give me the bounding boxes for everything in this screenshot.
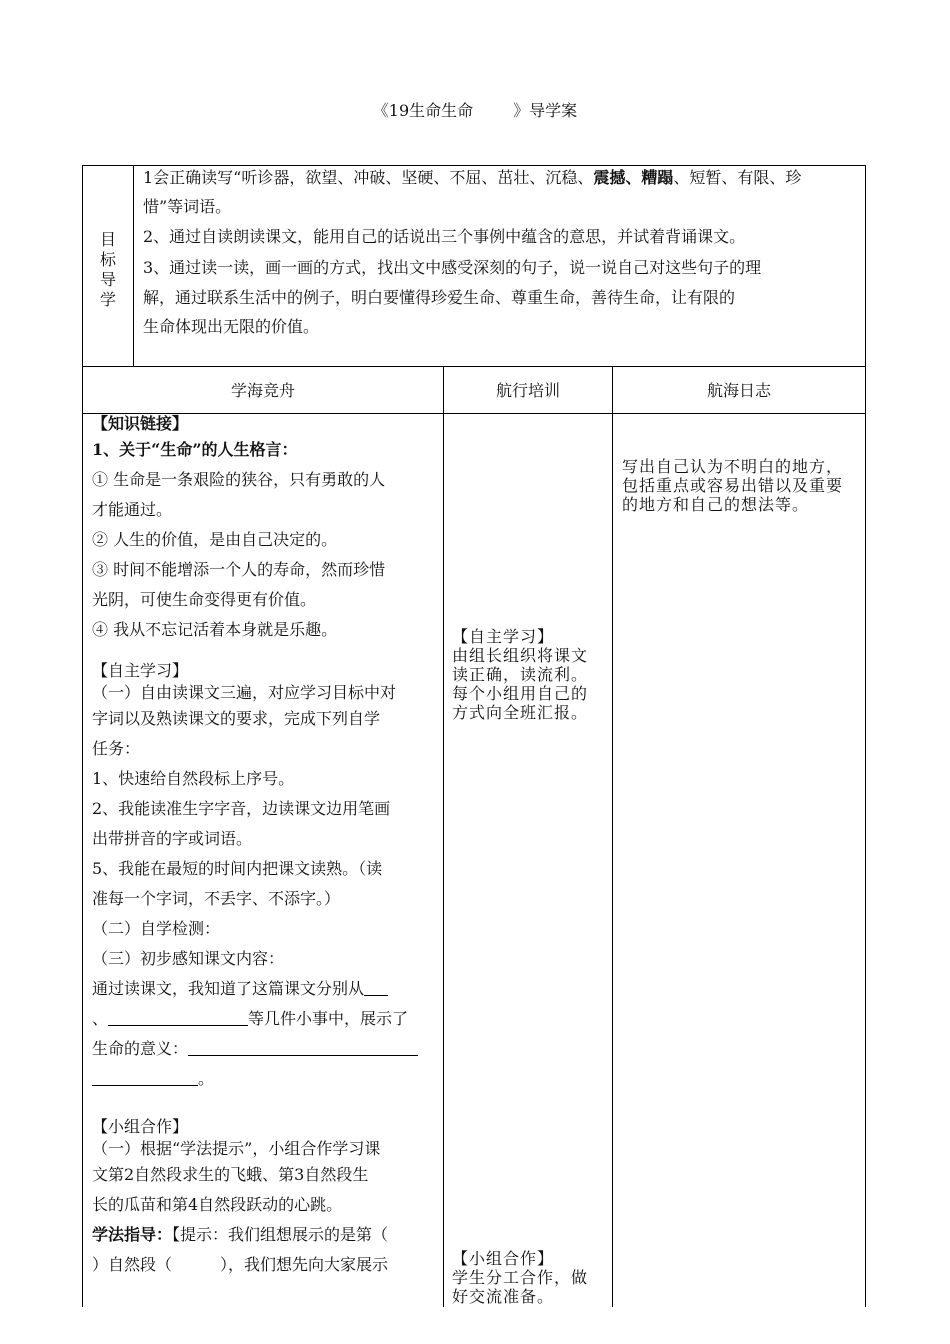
- motto-4: ④ 我从不忘记活着本身就是乐趣。: [92, 620, 338, 639]
- goal-item-1-cont: 惜”等词语。: [143, 197, 232, 216]
- table-right-border: [865, 165, 866, 1307]
- goal-item-3: 3、通过读一读，画一画的方式，找出文中感受深刻的句子，说一说自己对这些句子的理: [143, 258, 762, 277]
- self-study-heading: 【自主学习】: [92, 661, 189, 680]
- goal-item-3-cont: 生命体现出无限的价值。: [143, 317, 320, 336]
- group-section: [92, 1116, 438, 1280]
- preview-content: （三）初步感知课文内容：: [92, 949, 285, 968]
- goal-item-3-cont: 解，通过联系生活中的例子，明白要懂得珍爱生命、尊重生命，善待生命，让有限的: [143, 288, 736, 307]
- blank[interactable]: [92, 1067, 198, 1086]
- task-5: 5、我能在最短的时间内把课文读熟。（读: [92, 859, 383, 878]
- goal-divider: [133, 165, 134, 366]
- motto-2: ② 人生的价值，是由自己决定的。: [92, 530, 338, 549]
- knowledge-heading: 【知识链接】: [92, 414, 189, 433]
- blank[interactable]: [108, 1007, 248, 1026]
- col-xuehai: [92, 413, 438, 645]
- header-hanghai: 航海日志: [706, 381, 771, 400]
- goal-item-2: 2、通过自读朗读课文，能用自己的话说出三个事例中蕴含的意思，并试着背诵课文。: [143, 227, 746, 246]
- side-char: 目: [99, 230, 116, 249]
- col2-self-heading: 【自主学习】: [452, 627, 555, 646]
- task-2: 2、我能读准生字字音，边读课文边用笔画: [92, 799, 391, 818]
- fill-line-4: 。: [92, 1064, 438, 1094]
- motto-1: ① 生命是一条艰险的狭谷，只有勇敢的人: [92, 470, 386, 489]
- self-check: （二）自学检测：: [92, 919, 221, 938]
- side-char: 导: [99, 270, 116, 289]
- header-xuehai: 学海竞舟: [230, 381, 295, 400]
- header-hangxing: 航行培训: [495, 381, 560, 400]
- blank[interactable]: [188, 1037, 418, 1056]
- group-heading: 【小组合作】: [92, 1117, 189, 1136]
- title-left: 《19生命生命: [372, 101, 474, 120]
- side-char: 标: [99, 250, 116, 269]
- self-study-section: [92, 660, 438, 1094]
- fill-line-2: 、 等几件小事中，展示了: [92, 1009, 409, 1028]
- col-divider-2: [612, 366, 613, 1307]
- col-divider-1: [443, 366, 444, 1307]
- task-2-cont: 出带拼音的字或词语。: [92, 829, 253, 848]
- col2-self-a: 由组长组织将课文读正确，读流利。: [452, 646, 589, 684]
- method-guide-cont: ）自然段（ ），我们想先向大家展示: [92, 1255, 389, 1274]
- table-left-border: [82, 165, 83, 1307]
- self-study-1-cont: 任务：: [92, 739, 141, 758]
- goals-side-label: [97, 230, 119, 310]
- col2-group-heading: 【小组合作】: [452, 1249, 555, 1268]
- col2-self-b: 每个小组用自己的方式向全班汇报。: [452, 684, 589, 722]
- page-title: [0, 98, 950, 121]
- group-1: （一）根据“学法提示”，小组合作学习课: [92, 1139, 381, 1158]
- side-char: 学: [99, 290, 116, 309]
- title-right: 》导学案: [513, 101, 578, 120]
- group-1-cont: 文第2自然段求生的飞蛾、第3自然段生: [92, 1165, 369, 1184]
- motto-3: ③ 时间不能增添一个人的寿命，然而珍惜: [92, 560, 386, 579]
- task-1: 1、快速给自然段标上序号。: [92, 769, 295, 788]
- method-guide: 学法指导：【提示：我们组想展示的是第（: [92, 1225, 389, 1244]
- fill-line-3: 生命的意义：: [92, 1034, 438, 1064]
- col2-group-a: 学生分工合作，做好交流准备。: [452, 1268, 589, 1306]
- motto-1-cont: 才能通过。: [92, 500, 173, 519]
- col-hangxing-group: [452, 1249, 604, 1306]
- self-study-1: （一）自由读课文三遍，对应学习目标中对: [92, 683, 397, 702]
- knowledge-question: 1、关于“生命”的人生格言：: [92, 440, 298, 459]
- col-hanghai-note: 写出自己认为不明白的地方，包括重点或容易出错以及重要的地方和自己的想法等。: [622, 457, 844, 514]
- row-divider-1: [82, 366, 866, 367]
- group-1-cont: 长的瓜苗和第4自然段跃动的心跳。: [92, 1195, 343, 1214]
- task-5-cont: 准每一个字词，不丢字、不添字。）: [92, 889, 341, 908]
- blank[interactable]: [364, 977, 388, 996]
- self-study-1-cont: 字词以及熟读课文的要求，完成下列自学: [92, 709, 381, 728]
- goal-item-1: 1会正确读写“听诊器，欲望、冲破、坚硬、不屈、茁壮、沉稳、震撼、糟蹋、短暂、有限、珍: [143, 168, 802, 187]
- col-hangxing-self: [452, 627, 604, 722]
- motto-3-cont: 光阴，可使生命变得更有价值。: [92, 590, 317, 609]
- fill-line-1: 通过读课文，我知道了这篇课文分别从: [92, 974, 438, 1004]
